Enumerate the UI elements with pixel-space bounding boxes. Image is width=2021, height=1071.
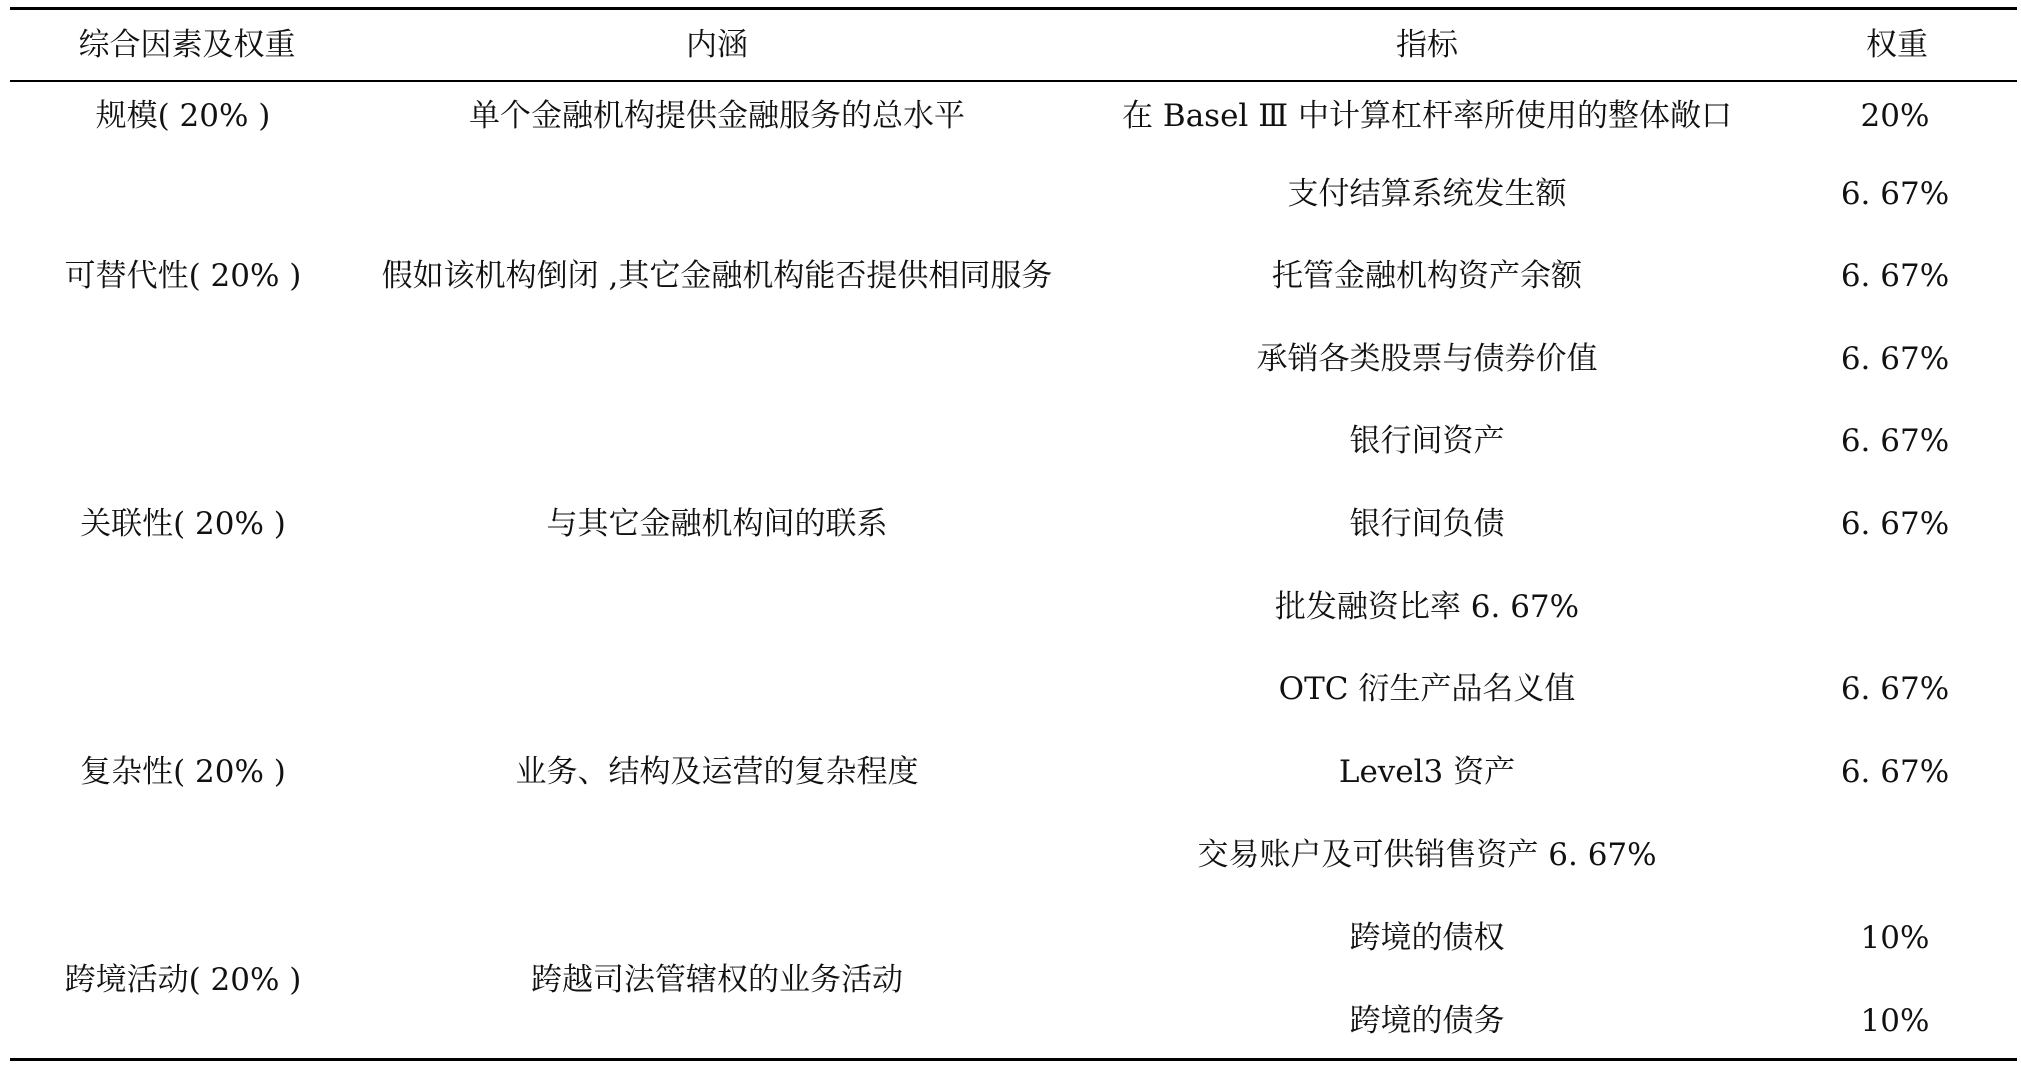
- indicator-cell: 支付结算系统发生额: [1287, 176, 1567, 212]
- weight-cell: 6. 67%: [1840, 258, 1950, 294]
- weight-cell: 6. 67%: [1840, 341, 1950, 377]
- factor-cell: 复杂性( 20% ): [80, 754, 286, 790]
- weight-cell: 10%: [1860, 1003, 1930, 1039]
- header-factor: 综合因素及权重: [78, 27, 296, 63]
- indicator-cell: 跨境的债权: [1349, 920, 1505, 956]
- weight-cell: 6. 67%: [1840, 671, 1950, 707]
- meaning-cell: 假如该机构倒闭 ,其它金融机构能否提供相同服务: [381, 258, 1053, 294]
- factor-cell: 关联性( 20% ): [80, 506, 286, 542]
- indicator-cell: 托管金融机构资产余额: [1272, 258, 1582, 294]
- weight-cell: 20%: [1860, 98, 1930, 134]
- header-meaning: 内涵: [686, 27, 748, 63]
- header-indicator: 指标: [1396, 27, 1458, 63]
- indicator-cell: 跨境的债务: [1349, 1003, 1505, 1039]
- factor-cell: 可替代性( 20% ): [64, 258, 302, 294]
- indicator-cell: 银行间负债: [1349, 506, 1505, 542]
- indicator-cell: 承销各类股票与债券价值: [1256, 341, 1598, 377]
- table-header-rule: [10, 80, 2017, 82]
- table-top-rule: [10, 7, 2017, 10]
- meaning-cell: 单个金融机构提供金融服务的总水平: [469, 98, 965, 134]
- meaning-cell: 业务、结构及运营的复杂程度: [515, 754, 919, 790]
- weight-cell: 10%: [1860, 920, 1930, 956]
- weight-cell: 6. 67%: [1840, 506, 1950, 542]
- table-bottom-rule: [10, 1058, 2017, 1061]
- weight-cell: 6. 67%: [1840, 176, 1950, 212]
- meaning-cell: 与其它金融机构间的联系: [546, 506, 888, 542]
- indicator-cell: 交易账户及可供销售资产 6. 67%: [1197, 837, 1657, 873]
- factor-cell: 规模( 20% ): [95, 98, 271, 134]
- factor-cell: 跨境活动( 20% ): [64, 962, 302, 998]
- weight-cell: 6. 67%: [1840, 754, 1950, 790]
- meaning-cell: 跨越司法管辖权的业务活动: [531, 962, 903, 998]
- indicator-cell: Level3 资产: [1338, 754, 1516, 790]
- indicator-cell: 银行间资产: [1349, 423, 1505, 459]
- indicator-cell: 批发融资比率 6. 67%: [1274, 589, 1580, 625]
- weight-cell: 6. 67%: [1840, 423, 1950, 459]
- header-weight: 权重: [1866, 27, 1928, 63]
- indicator-cell: 在 Basel Ⅲ 中计算杠杆率所使用的整体敞口: [1122, 98, 1732, 134]
- indicator-cell: OTC 衍生产品名义值: [1278, 671, 1576, 707]
